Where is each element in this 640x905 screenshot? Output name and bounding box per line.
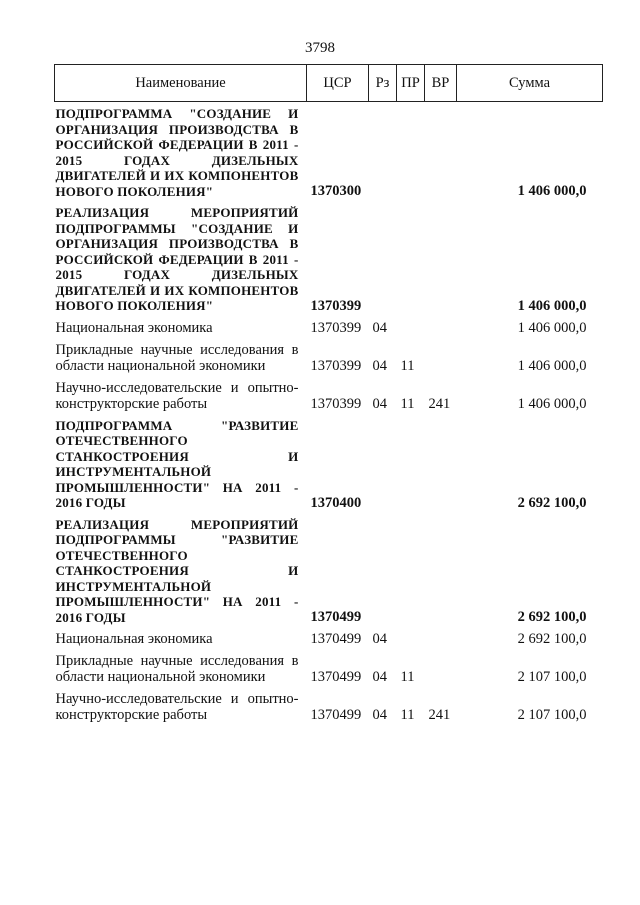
row-vr	[425, 647, 457, 685]
header-pr: ПР	[397, 65, 425, 102]
row-name: РЕАЛИЗАЦИЯ МЕРОПРИЯТИЙ ПОДПРОГРАММЫ "РАЗВИТИЕ ОТЕЧЕСТВЕННОГО СТАНКОСТРОЕНИЯ И ИНСТРУМЕНТАЛЬНОЙ ПРОМЫШЛЕННОСТИ" НА 2011 - 2016 ГОДЫ	[55, 516, 299, 625]
row-vr	[425, 511, 457, 626]
row-vr: 241	[428, 707, 451, 723]
row-rz: 04	[372, 707, 387, 723]
row-name: Научно-исследовательские и опытно-конструкторские работы	[55, 379, 299, 412]
row-sum: 2 692 100,0	[517, 609, 587, 625]
row-vr: 241	[428, 395, 451, 412]
table-row	[55, 102, 603, 200]
table-row	[55, 199, 603, 314]
row-csr: 1370499	[310, 669, 362, 685]
row-csr: 1370400	[310, 494, 362, 511]
row-pr: 11	[400, 357, 415, 374]
row-vr	[425, 412, 457, 511]
table-row	[55, 374, 603, 412]
header-csr: ЦСР	[307, 65, 369, 102]
row-sum: 1 406 000,0	[517, 357, 587, 374]
row-sum: 2 107 100,0	[517, 669, 587, 685]
row-rz	[369, 511, 397, 626]
row-pr	[397, 314, 425, 336]
row-rz	[369, 102, 397, 200]
row-pr	[397, 511, 425, 626]
row-name: Национальная экономика	[55, 631, 213, 647]
row-pr: 11	[400, 669, 415, 685]
row-rz	[369, 199, 397, 314]
budget-table	[54, 64, 603, 723]
row-sum: 2 692 100,0	[517, 494, 587, 511]
table-row	[55, 647, 603, 685]
row-rz	[369, 412, 397, 511]
table-row	[55, 412, 603, 511]
row-pr: 11	[400, 395, 415, 412]
row-csr: 1370399	[310, 297, 362, 314]
row-pr	[397, 412, 425, 511]
row-name: Прикладные научные исследования в области национальной экономики	[55, 653, 299, 685]
row-vr	[425, 102, 457, 200]
row-rz: 04	[372, 319, 387, 336]
row-vr	[425, 199, 457, 314]
table-row	[55, 625, 603, 647]
row-name: Национальная экономика	[55, 319, 213, 336]
row-vr	[425, 336, 457, 374]
row-sum: 2 107 100,0	[517, 707, 587, 723]
row-name: ПОДПРОГРАММА "СОЗДАНИЕ И ОРГАНИЗАЦИЯ ПРОИЗВОДСТВА В РОССИЙСКОЙ ФЕДЕРАЦИИ В 2011 - 2015 ГОДАХ ДИЗЕЛЬНЫХ ДВИГАТЕЛЕЙ И ИХ КОМПОНЕНТОВ НОВОГО ПОКОЛЕНИЯ"	[55, 106, 299, 199]
row-csr: 1370499	[310, 609, 362, 625]
row-sum: 1 406 000,0	[517, 395, 587, 412]
row-name: Научно-исследовательские и опытно-конструкторские работы	[55, 691, 299, 723]
row-csr: 1370499	[310, 631, 362, 647]
table-row	[55, 314, 603, 336]
table-row	[55, 685, 603, 723]
row-name: ПОДПРОГРАММА "РАЗВИТИЕ ОТЕЧЕСТВЕННОГО СТАНКОСТРОЕНИЯ И ИНСТРУМЕНТАЛЬНОЙ ПРОМЫШЛЕННОСТИ" НА 2011 - 2016 ГОДЫ	[55, 417, 299, 510]
row-vr	[425, 314, 457, 336]
row-csr: 1370300	[310, 183, 362, 199]
row-name: РЕАЛИЗАЦИЯ МЕРОПРИЯТИЙ ПОДПРОГРАММЫ "СОЗДАНИЕ И ОРГАНИЗАЦИЯ ПРОИЗВОДСТВА В РОССИЙСКОЙ ФЕДЕРАЦИИ В 2011 - 2015 ГОДАХ ДИЗЕЛЬНЫХ ДВИГАТЕЛЕЙ И ИХ КОМПОНЕНТОВ НОВОГО ПОКОЛЕНИЯ"	[55, 205, 299, 313]
header-rz: Рз	[369, 65, 397, 102]
row-pr	[397, 102, 425, 200]
row-sum: 1 406 000,0	[517, 319, 587, 336]
row-sum: 1 406 000,0	[517, 183, 587, 199]
row-rz: 04	[372, 395, 387, 412]
row-csr: 1370399	[310, 395, 362, 412]
row-rz: 04	[372, 357, 387, 374]
header-name: Наименование	[55, 65, 307, 102]
row-name: Прикладные научные исследования в области национальной экономики	[55, 341, 299, 374]
row-pr: 11	[400, 707, 415, 723]
row-pr	[397, 625, 425, 647]
table-header-row	[55, 65, 603, 102]
table-body	[55, 102, 603, 724]
row-rz: 04	[372, 631, 387, 647]
row-csr: 1370399	[310, 357, 362, 374]
row-csr: 1370499	[310, 707, 362, 723]
row-vr	[425, 625, 457, 647]
row-rz: 04	[372, 669, 387, 685]
page-number: 3798	[305, 40, 335, 56]
table-row	[55, 511, 603, 626]
table-row	[55, 336, 603, 374]
row-sum: 1 406 000,0	[517, 297, 587, 314]
row-pr	[397, 199, 425, 314]
header-sum: Сумма	[457, 65, 603, 102]
row-sum: 2 692 100,0	[517, 631, 587, 647]
header-vr: ВР	[425, 65, 457, 102]
row-csr: 1370399	[310, 319, 362, 336]
